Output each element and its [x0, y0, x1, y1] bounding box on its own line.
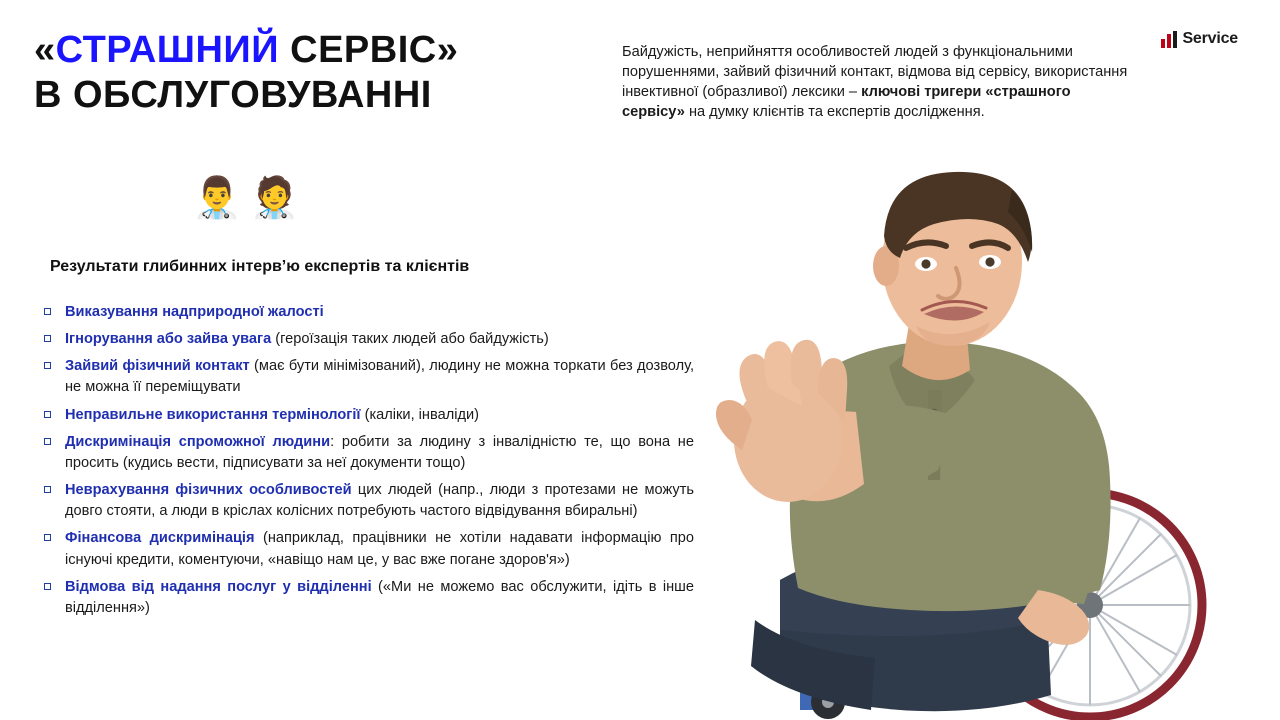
list-item-text	[65, 356, 694, 398]
list-item-highlight: Неправильне використання термінології	[65, 406, 361, 423]
list-item	[44, 432, 694, 474]
list-item	[44, 405, 694, 426]
list-item	[44, 329, 694, 350]
square-bullet-icon	[44, 362, 51, 369]
intro-text-bold: ключові тригери «страшного сервісу»	[622, 84, 1071, 121]
findings-list	[44, 302, 694, 625]
list-item-highlight: Ігнорування або зайва увага	[65, 331, 272, 348]
list-item-rest: (має бути мінімізований), людину не можна торкати без дозволу, не можна її переміщувати	[65, 358, 694, 396]
list-item-rest: (наприклад, працівники не хотіли надавати інформацію про існуючі кредити, коментуючи, «навіщо нам це, у вас вже погане здоров'я»)	[65, 530, 694, 568]
list-item-text	[65, 577, 694, 619]
list-item	[44, 356, 694, 398]
list-item	[44, 577, 694, 619]
list-item-highlight: Дискримінація спроможної людини	[65, 433, 331, 450]
square-bullet-icon	[44, 486, 51, 493]
section-subtitle: Результати глибинних інтерв’ю експертів та клієнтів	[50, 258, 470, 275]
brand-logo	[1161, 30, 1238, 48]
square-bullet-icon	[44, 438, 51, 445]
list-item-rest: цих людей (напр., люди з протезами не можуть довго стояти, а люди в кріслах колісних потребують частого відвідування вбиральні)	[65, 482, 694, 520]
medical-staff-icons	[192, 178, 300, 218]
square-bullet-icon	[44, 335, 51, 342]
bar-chart-icon	[1161, 31, 1177, 48]
doctor-female-icon: 🧑‍⚕️	[249, 176, 300, 220]
title-quote-open: «	[34, 29, 56, 71]
title-line-2: В ОБСЛУГОВУВАННІ	[34, 73, 432, 116]
intro-text-part-2: на думку клієнтів та експертів дослідження.	[684, 104, 985, 121]
title-accent-word: СТРАШНИЙ	[55, 29, 280, 71]
logo-text: Service	[1182, 30, 1238, 47]
list-item	[44, 480, 694, 522]
list-item	[44, 302, 694, 323]
square-bullet-icon	[44, 411, 51, 418]
list-item-rest: (каліки, інваліди)	[360, 406, 479, 423]
square-bullet-icon	[44, 583, 51, 590]
intro-paragraph	[622, 42, 1132, 123]
list-item-text	[65, 329, 694, 350]
square-bullet-icon	[44, 308, 51, 315]
title-line-1-rest: СЕРВІС»	[279, 29, 459, 71]
list-item-text	[65, 432, 694, 474]
photo-man-in-wheelchair	[660, 150, 1280, 720]
title-line-1	[34, 28, 614, 73]
page-title	[34, 28, 614, 118]
list-item-highlight: Відмова від надання послуг у відділенні	[65, 578, 372, 595]
list-item-text	[65, 528, 694, 570]
doctor-male-icon: 👨‍⚕️	[192, 176, 242, 220]
list-item-text	[65, 405, 694, 426]
list-item-highlight: Виказування надприродної жалості	[65, 304, 324, 320]
list-item-rest: : робити за людину з інвалідністю те, що вона не просить (кудись вести, підписувати за неї документи тощо)	[65, 433, 694, 471]
square-bullet-icon	[44, 534, 51, 541]
list-item-highlight: Фінансова дискримінація	[65, 530, 255, 547]
list-item-highlight: Зайвий фізичний контакт	[65, 358, 250, 375]
list-item-rest: («Ми не можемо вас обслужити, ідіть в інше відділення»)	[65, 578, 695, 616]
list-item	[44, 528, 694, 570]
list-item-text	[65, 480, 694, 522]
list-item-rest: (героїзація таких людей або байдужість)	[271, 331, 549, 348]
list-item-highlight: Неврахування фізичних особливостей	[65, 482, 352, 499]
list-item-text	[65, 302, 694, 323]
intro-text-part-1: Байдужість, неприйняття особливостей людей з функціональними порушеннями, зайвий фізичний контакт, відмова від сервісу, використання інвективної (образливої) лексики –	[622, 44, 1128, 101]
